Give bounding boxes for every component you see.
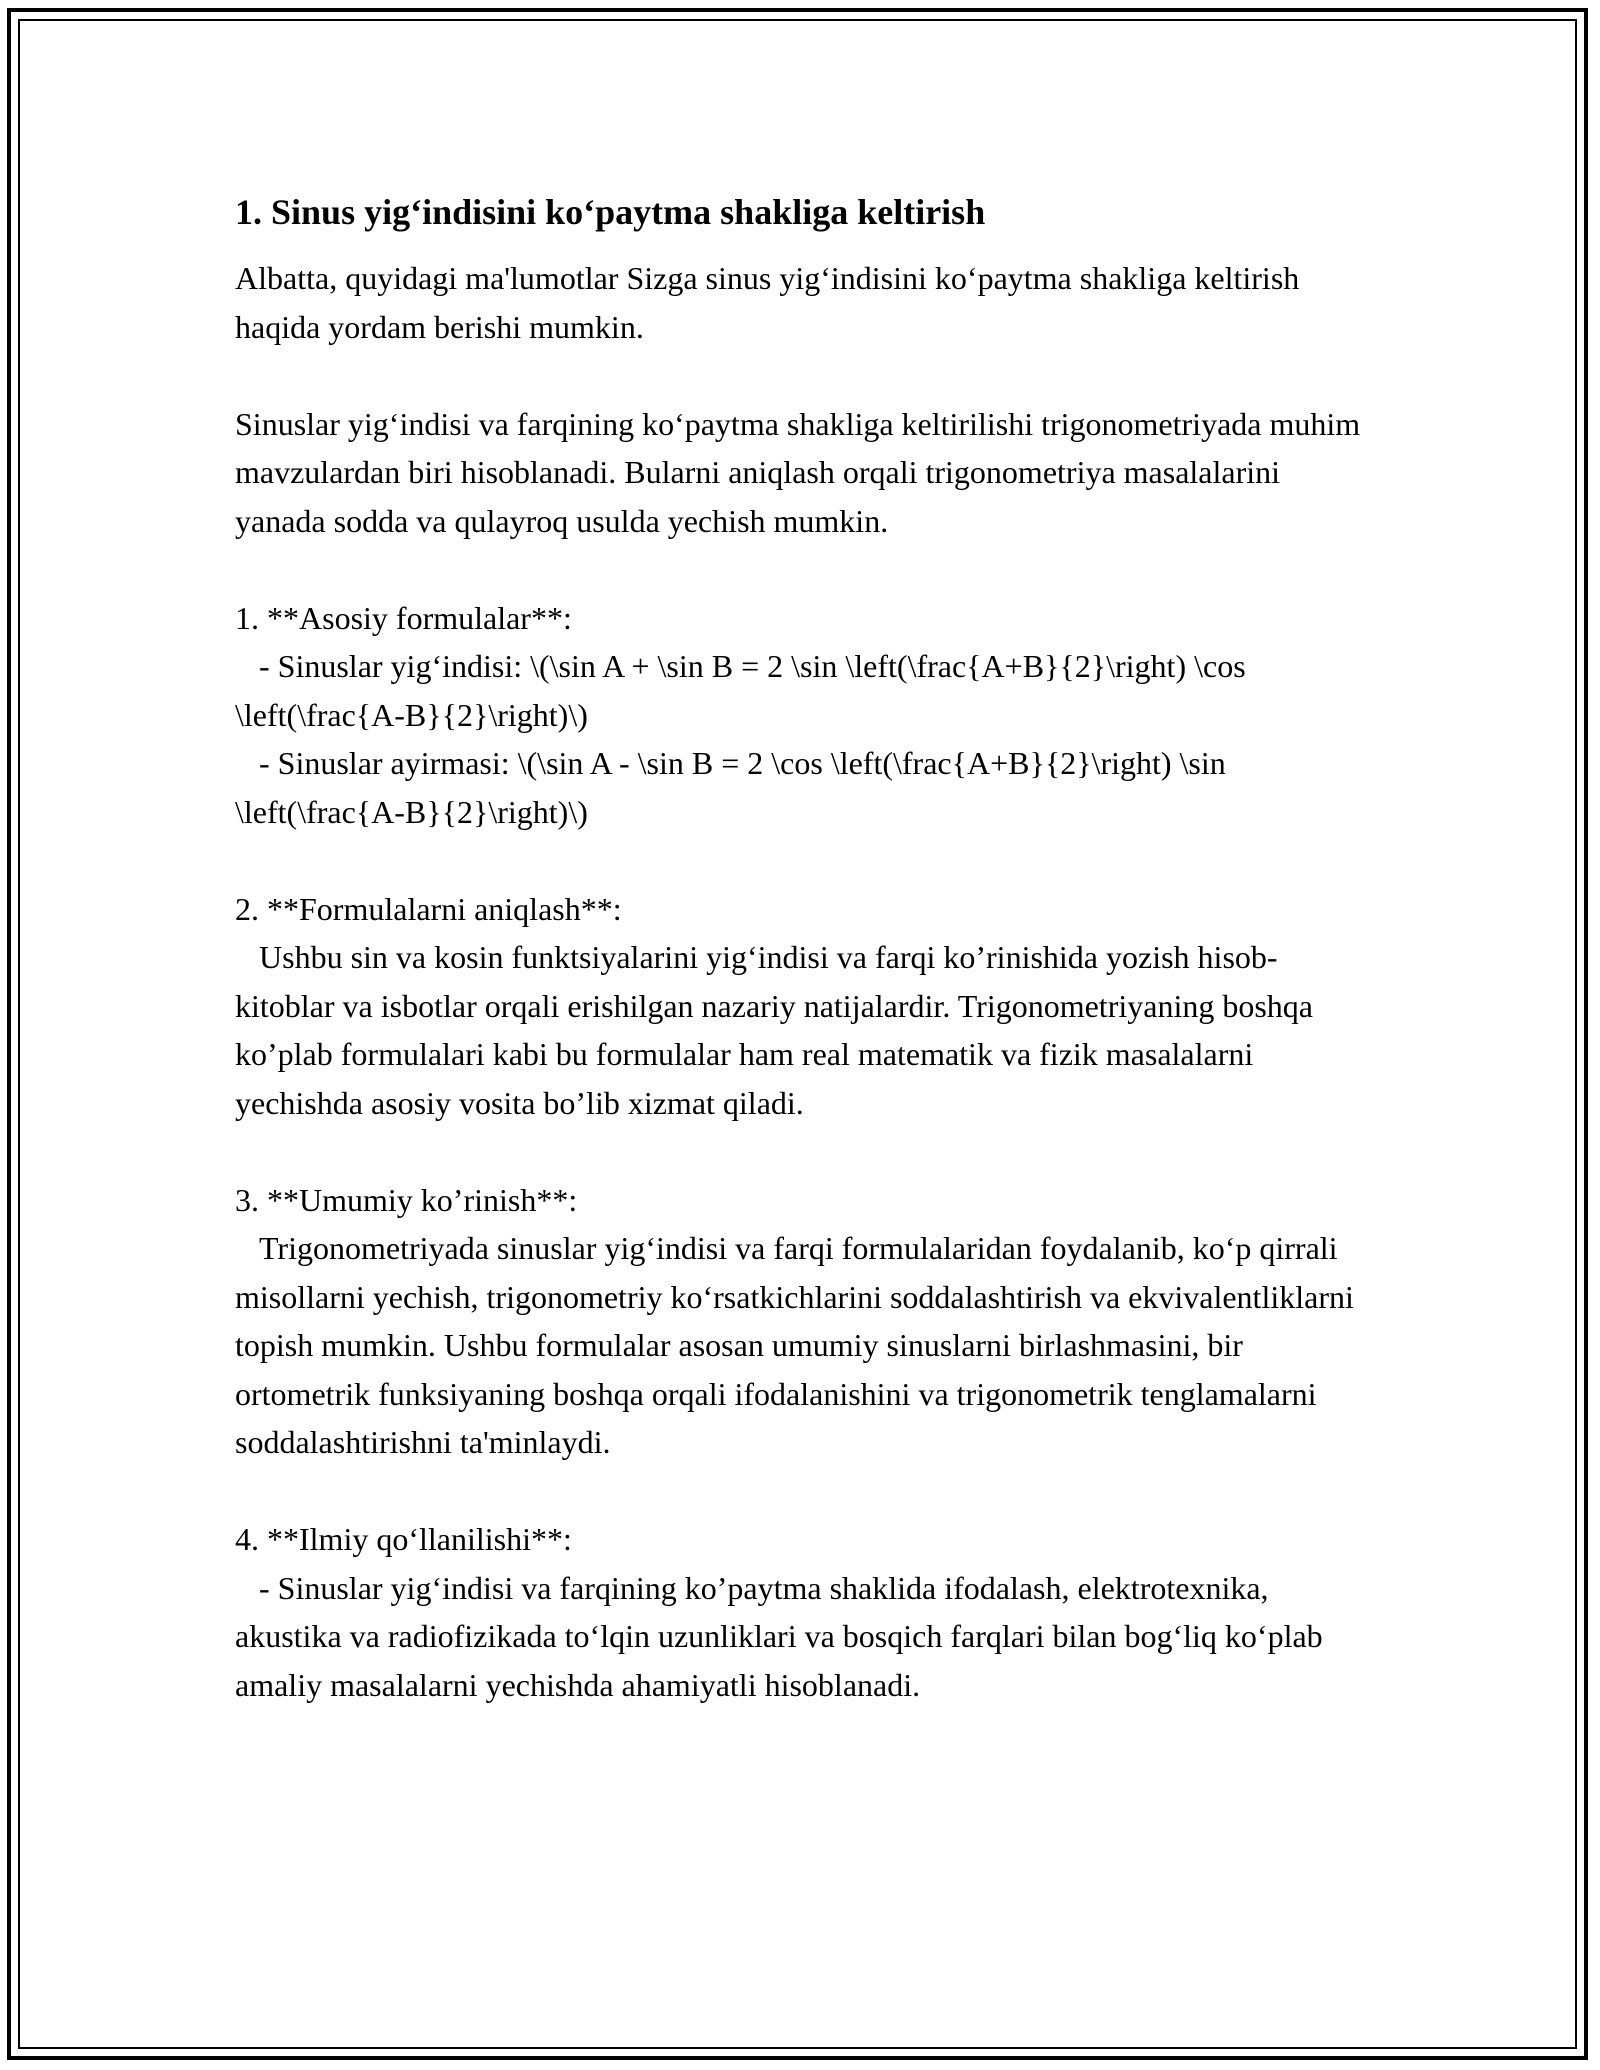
document-content xyxy=(235,186,1375,1709)
intro-paragraph: Albatta, quyidagi ma'lumotlar Sizga sinus yig‘indisini ko‘paytma shakliga keltirish haqida yordam berishi mumkin. xyxy=(235,260,1308,345)
section-heading: 4. **Ilmiy qo‘llanilishi**: xyxy=(235,1521,572,1557)
section-scientific-application xyxy=(235,1515,1375,1709)
section-basic-formulas xyxy=(235,594,1375,837)
document-title: 1. Sinus yig‘indisini ko‘paytma shakliga keltirish xyxy=(235,192,986,232)
section-body: - Sinuslar yig‘indisi va farqining ko’paytma shaklida ifodalash, elektrotexnika, akustika va radiofizikada to‘lqin uzunliklari va bosqich farqlari bilan bog‘liq ko‘plab amaliy masalalarni yechishda ahamiyatli hisoblanadi. xyxy=(235,1569,1331,1703)
formula-difference-item: - Sinuslar ayirmasi: \(\sin A - \sin B = 2 \cos \left(\frac{A+B}{2}\right) \sin \left(\frac{A-B}{2}\right)\) xyxy=(235,745,1234,830)
overview-paragraph: Sinuslar yig‘indisi va farqining ko‘paytma shakliga keltirilishi trigonometriyada muhim mavzulardan biri hisoblanadi. Bularni aniqlash orqali trigonometriya masalalarini yanada sodda va qulayroq usulda yechish mumkin. xyxy=(235,405,1369,539)
formula-sum-item: - Sinuslar yig‘indisi: \(\sin A + \sin B = 2 \sin \left(\frac{A+B}{2}\right) \cos \left(\frac{A-B}{2}\right)\) xyxy=(235,648,1254,733)
section-body: Ushbu sin va kosin funktsiyalarini yig‘indisi va farqi ko’rinishida yozish hisob-kitoblar va isbotlar orqali erishilgan nazariy natijalardir. Trigonometriyaning boshqa ko’plab formulalari kabi bu formulalar ham real matematik va fizik masalalarni yechishda asosiy vosita bo’lib xizmat qiladi. xyxy=(235,939,1321,1121)
section-general-view xyxy=(235,1176,1375,1467)
section-heading: 1. **Asosiy formulalar**: xyxy=(235,599,572,636)
section-formula-definition xyxy=(235,885,1375,1128)
section-body: Trigonometriyada sinuslar yig‘indisi va farqi formulalaridan foydalanib, ko‘p qirrali misollarni yechish, trigonometriy ko‘rsatkichlarini soddalashtirish va ekvivalentliklarni topish mumkin. Ushbu formulalar asosan umumiy sinuslarni birlashmasini, bir ortometrik funksiyaning boshqa orqali ifodalanishini va trigonometrik tenglamalarni soddalashtirishni ta'minlaydi. xyxy=(235,1230,1362,1460)
section-heading: 2. **Formulalarni aniqlash**: xyxy=(235,890,622,927)
section-heading: 3. **Umumiy ko’rinish**: xyxy=(235,1181,578,1218)
